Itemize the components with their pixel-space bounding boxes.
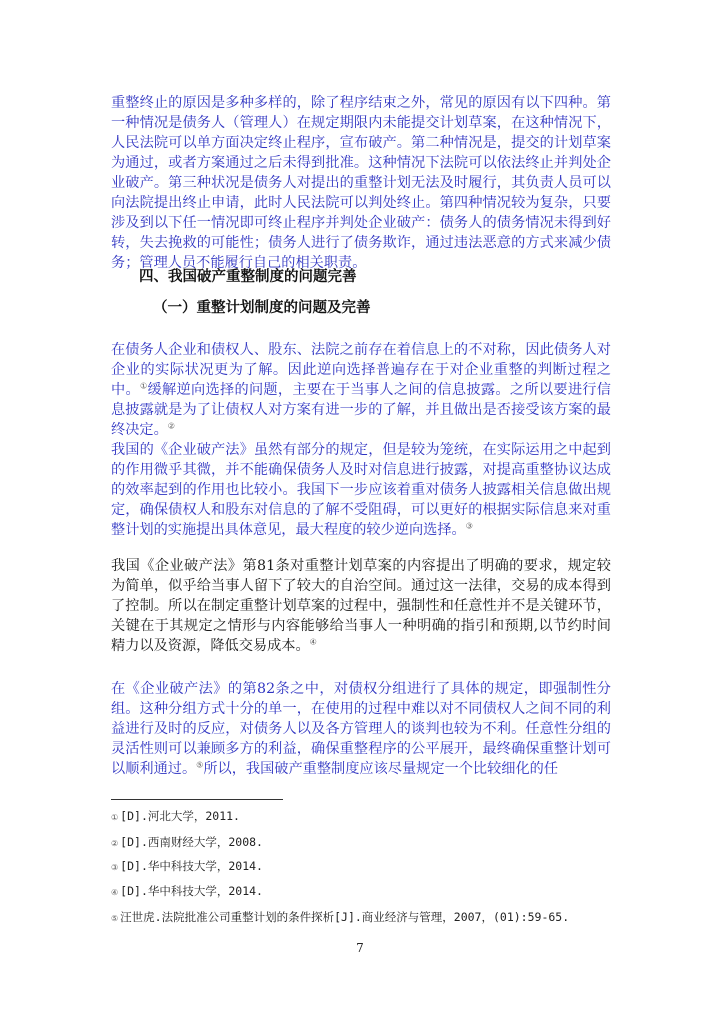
footnote-5: ⑤ 汪世虎.法院批准公司重整计划的条件探析[J].商业经济与管理，2007，(01):59-65. [111,910,570,924]
footnote-ref-5[interactable]: ⑤ [196,760,204,770]
footnote-3: ③ [D].华中科技大学，2014. [111,859,263,873]
section-heading: 四、我国破产重整制度的问题完善 [139,269,357,285]
footnote-2: ② [D].西南财经大学，2008. [111,835,263,849]
footnote-4: ④ [D].华中科技大学，2014. [111,884,263,898]
paragraph-article-82: 在《企业破产法》的第82条之中，对债权分组进行了具体的规定，即强制性分组。这种分组方式十分的单一，在使用的过程中难以对不同债权人之间不同的利益进行及时的反应，对债务人以及各方管理人的谈判也较为不利。任意性分组的灵活性则可以兼顾多方的利益，确保重整程序的公平展开，最终确保重整计划可以顺利通过。⑤所以，我国破产重整制度应该尽量规定一个比较细化的任 [111,681,611,777]
footnote-ref-1[interactable]: ① [140,381,148,391]
paragraph-disclosure-law: 我国的《企业破产法》虽然有部分的规定，但是较为笼统，在实际运用之中起到的作用微乎其微，并不能确保债务人及时对信息进行披露，对提高重整协议达成的效率起到的作用也比较小。我国下一步应该着重对债务人披露相关信息做出规定，确保债权人和股东对信息的了解不受阻碍，可以更好的根据实际信息来对重整计划的实施提出具体意见，最大程度的较少逆向选择。③ [111,442,611,538]
footnote-ref-2[interactable]: ② [167,421,175,431]
paragraph-information-asymmetry: 在债务人企业和债权人、股东、法院之前存在着信息上的不对称，因此债务人对企业的实际状况更为了解。因此逆向选择普遍存在于对企业重整的判断过程之中。①缓解逆向选择的问题，主要在于当事人之间的信息披露。之所以要进行信息披露就是为了让债权人对方案有进一步的了解，并且做出是否接受该方案的最终决定。② [111,342,611,438]
footnote-ref-4[interactable]: ④ [309,637,317,647]
page-number: 7 [356,941,364,955]
footnote-divider [111,799,283,800]
footnote-1: ① [D].河北大学，2011. [111,809,240,823]
footnote-ref-3[interactable]: ③ [465,521,473,531]
subsection-heading: （一）重整计划制度的问题及完善 [153,300,371,316]
paragraph-article-81: 我国《企业破产法》第81条对重整计划草案的内容提出了明确的要求，规定较为简单，似乎给当事人留下了较大的自治空间。通过这一法律，交易的成本得到了控制。所以在制定重整计划草案的过程中，强制性和任意性并不是关键环节，关键在于其规定之情形与内容能够给当事人一种明确的指引和预期,以节约时间精力以及资源，降低交易成本。④ [111,558,611,654]
paragraph-termination-reasons: 重整终止的原因是多种多样的，除了程序结束之外，常见的原因有以下四种。第一种情况是债务人（管理人）在规定期限内未能提交计划草案，在这种情况下，人民法院可以单方面决定终止程序，宣布破产。第二种情况是，提交的计划草案为通过，或者方案通过之后未得到批准。这种情况下法院可以依法终止并判处企业破产。第三种状况是债务人对提出的重整计划无法及时履行，其负责人员可以向法院提出终止申请，此时人民法院可以判处终止。第四种情况较为复杂，只要涉及到以下任一情况即可终止程序并判处企业破产：债务人的债务情况未得到好转，失去挽救的可能性；债务人进行了债务欺诈，通过违法恶意的方式来减少债务；管理人员不能履行自己的相关职责。 [111,95,611,271]
